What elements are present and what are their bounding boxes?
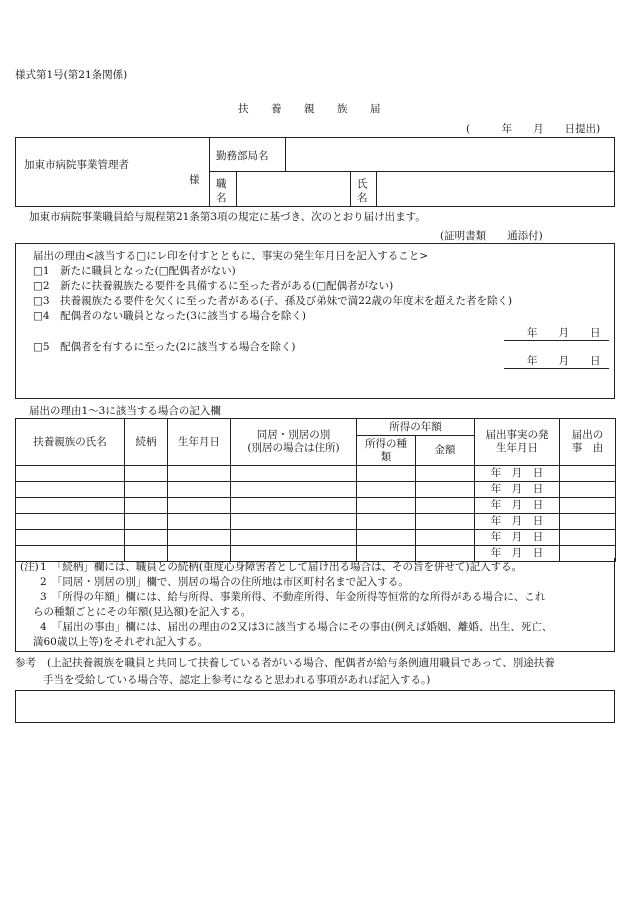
col-income-header: 所得の年額 (357, 419, 475, 436)
reference-label: 参考 (15, 657, 36, 669)
col-event-header: 届出事実の発 生年月日 (475, 419, 560, 466)
table-cell (357, 530, 416, 546)
table-cell (231, 482, 357, 498)
table-cell (16, 466, 125, 482)
table-cell (168, 530, 231, 546)
reason-4-date: 年 月 日 (527, 327, 601, 339)
table-cell (357, 466, 416, 482)
dept-label: 勤務部局名 (216, 150, 269, 162)
certificate-note: (証明書類 通添付) (440, 230, 543, 242)
table-row (16, 419, 616, 436)
table-cell (16, 498, 125, 514)
table-cell (560, 514, 616, 530)
table-row (16, 530, 616, 546)
table-cell (416, 514, 475, 530)
dependents-table (15, 418, 616, 562)
note-1: 1 「続柄」欄には、職員との続柄(重度心身障害者として届け出る場合は、その旨を併せて)記入する。 (40, 561, 523, 573)
reason-item-2: □2 新たに扶養親族たる要件を具備するに至った者がある(□配偶者がない) (33, 280, 394, 292)
col-birth-header: 生年月日 (168, 419, 231, 466)
col-residence-header: 同居・別居の別 (別居の場合は住所) (231, 419, 357, 466)
submission-date: ( 年 月 日提出) (466, 123, 601, 135)
name-label-2: 名 (357, 192, 368, 204)
table-caption: 届出の理由1～3に該当する場合の記入欄 (29, 405, 221, 417)
table-row (16, 498, 616, 514)
reason-instruction: 届出の理由<該当する□にレ印を付すとともに、事実の発生年月日を記入すること> (33, 250, 429, 262)
form-label: 様式第1号(第21条関係) (15, 69, 128, 81)
table-cell (560, 530, 616, 546)
table-cell (357, 482, 416, 498)
note-2: 2 「同居・別居の別」欄で、別居の場合の住所地は市区町村名まで記入する。 (40, 576, 409, 588)
col-relation-header: 続柄 (125, 419, 168, 466)
table-cell (16, 514, 125, 530)
table-row (16, 514, 616, 530)
col-name-header: 扶養親族の氏名 (16, 419, 125, 466)
reason-5-date: 年 月 日 (527, 355, 601, 367)
table-row (16, 466, 616, 482)
table-row (16, 482, 616, 498)
table-cell (16, 482, 125, 498)
reason-item-4: □4 配偶者のない職員となった(3に該当する場合を除く) (33, 310, 306, 322)
post-label-2: 名 (216, 192, 227, 204)
table-cell: 年 月 日 (475, 482, 560, 498)
col-income-type-header: 所得の種 類 (357, 436, 416, 466)
note-4-cont: 満60歳以上等)をそれぞれ記入する。 (33, 636, 208, 648)
table-cell (168, 482, 231, 498)
note-4: 4 「届出の事由」欄には、届出の理由の2又は3に該当する場合にその事由(例えば婚姻、離婚、出生、死亡、 (40, 621, 553, 633)
table-cell: 年 月 日 (475, 466, 560, 482)
page-title: 扶 養 親 族 届 (238, 103, 387, 115)
note-3: 3 「所得の年額」欄には、給与所得、事業所得、不動産所得、年金所得等恒常的な所得がある場合に、これ (40, 591, 546, 603)
col-amount-header: 金額 (416, 436, 475, 466)
table-cell (125, 514, 168, 530)
header-box (15, 137, 615, 207)
table-cell (416, 530, 475, 546)
table-cell (231, 498, 357, 514)
table-cell (231, 466, 357, 482)
table-cell (231, 530, 357, 546)
table-cell (560, 498, 616, 514)
post-label-1: 職 (216, 178, 227, 190)
name-label-1: 氏 (357, 178, 368, 190)
table-cell (125, 482, 168, 498)
table-cell (125, 530, 168, 546)
reason-item-3: □3 扶養親族たる要件を欠くに至った者がある(子、孫及び弟妹で満22歳の年度末を超えた者を除く) (33, 295, 513, 307)
reason-item-1: □1 新たに職員となった(□配偶者がない) (33, 265, 236, 277)
manager-title: 加東市病院事業管理者 (24, 159, 129, 171)
table-cell (168, 466, 231, 482)
table-cell (560, 482, 616, 498)
table-cell (16, 530, 125, 546)
table-cell (231, 514, 357, 530)
table-cell (416, 498, 475, 514)
col-reason-header: 届出の 事 由 (560, 419, 616, 466)
table-cell (357, 498, 416, 514)
table-cell (416, 482, 475, 498)
table-cell (168, 498, 231, 514)
table-cell: 年 月 日 (475, 514, 560, 530)
table-cell: 年 月 日 (475, 546, 560, 562)
notes-prefix: (注) (20, 561, 39, 573)
sama-text: 様 (189, 174, 200, 186)
reference-line-1: (上記扶養親族を職員と共同して扶養している者がいる場合、配偶者が給与条例適用職員であって、別途扶養 (47, 657, 555, 669)
table-cell (357, 514, 416, 530)
table-cell: 年 月 日 (475, 498, 560, 514)
basis-text: 加東市病院事業職員給与規程第21条第3項の規定に基づき、次のとおり届け出ます。 (29, 211, 426, 223)
note-3-cont: らの種類ごとにその年額(見込額)を記入する。 (33, 606, 252, 618)
table-cell (168, 514, 231, 530)
table-cell (125, 498, 168, 514)
reason-item-5: □5 配偶者を有するに至った(2に該当する場合を除く) (33, 341, 296, 353)
table-cell (125, 466, 168, 482)
reference-line-2: 手当を受給している場合等、認定上参考になると思われる事項があれば記入する。) (43, 674, 431, 686)
reference-box (15, 690, 615, 723)
table-cell: 年 月 日 (475, 530, 560, 546)
table-cell (560, 466, 616, 482)
table-cell (416, 466, 475, 482)
